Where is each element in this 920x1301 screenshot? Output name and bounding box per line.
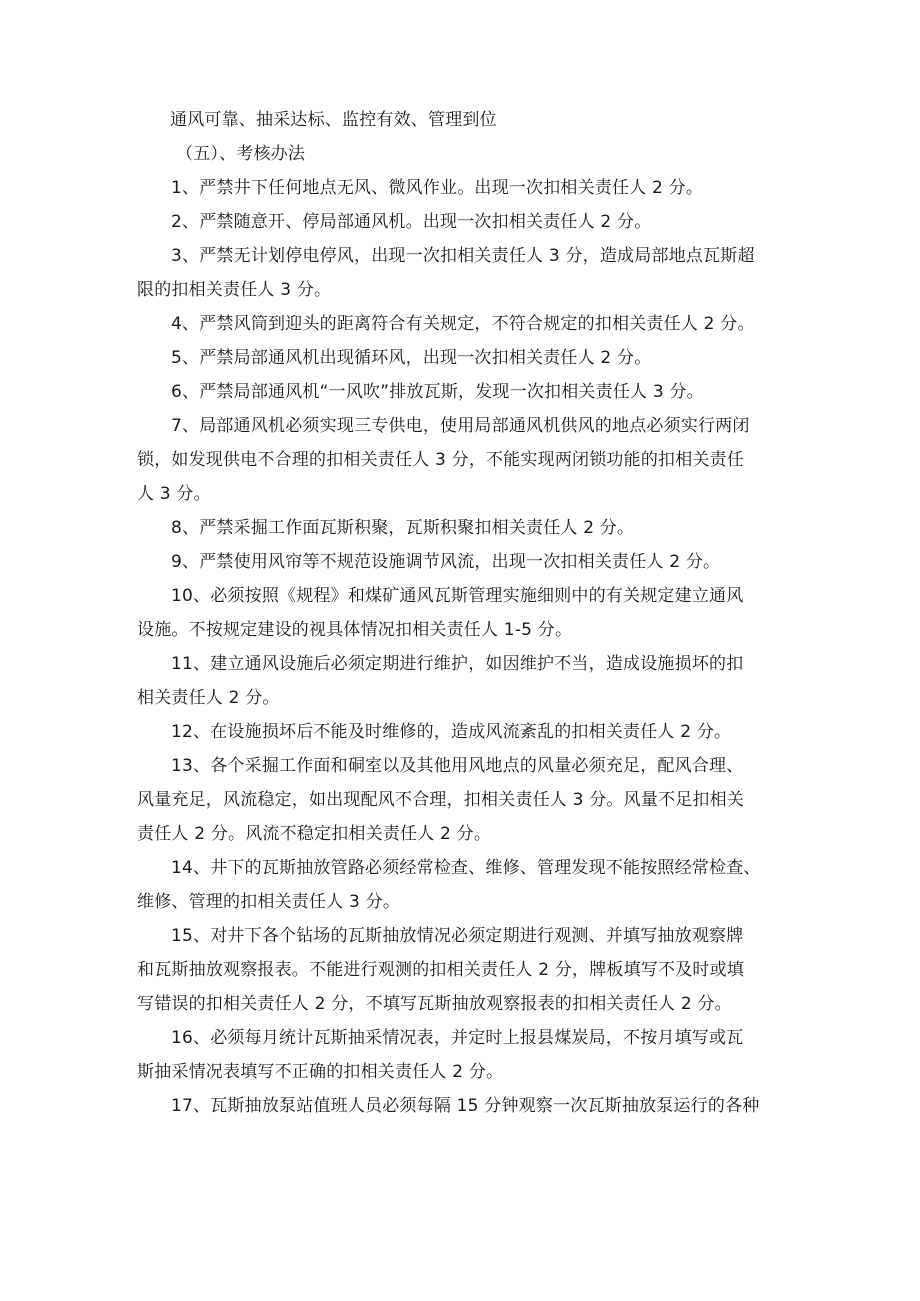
paragraph-line: 写错误的扣相关责任人 2 分，不填写瓦斯抽放观察报表的扣相关责任人 2 分。 [137,994,732,1014]
paragraph-line: 锁，如发现供电不合理的扣相关责任人 3 分，不能实现两闭锁功能的扣相关责任 [137,450,745,470]
paragraph-line: 2、严禁随意开、停局部通风机。出现一次扣相关责任人 2 分。 [171,212,652,232]
paragraph-line: 16、必须每月统计瓦斯抽采情况表，并定时上报县煤炭局，不按月填写或瓦 [171,1028,744,1048]
list-item [137,579,799,647]
paragraph-line: 6、严禁局部通风机“一风吹”排放瓦斯，发现一次扣相关责任人 3 分。 [171,382,704,402]
list-item [137,171,799,205]
paragraph-line: 相关责任人 2 分。 [137,688,280,708]
list-item [137,647,799,715]
paragraph-line: 17、瓦斯抽放泵站值班人员必须每隔 15 分钟观察一次瓦斯抽放泵运行的各种 [171,1096,760,1116]
paragraph-line: 风量充足，风流稳定，如出现配风不合理，扣相关责任人 3 分。风量不足扣相关 [137,790,745,810]
paragraph-line: 12、在设施损坏后不能及时维修的，造成风流紊乱的扣相关责任人 2 分。 [171,722,732,742]
list-item [137,205,799,239]
list-item [137,409,799,511]
paragraph-line: 10、必须按照《规程》和煤矿通风瓦斯管理实施细则中的有关规定建立通风 [171,586,744,606]
paragraph-line: 13、各个采掘工作面和硐室以及其他用风地点的风量必须充足，配风合理、 [171,756,744,776]
paragraph-line: 4、严禁风筒到迎头的距离符合有关规定，不符合规定的扣相关责任人 2 分。 [171,314,755,334]
paragraph-line: 斯抽采情况表填写不正确的扣相关责任人 2 分。 [137,1062,504,1082]
paragraph-line: 15、对井下各个钻场的瓦斯抽放情况必须定期进行观测、并填写抽放观察牌 [171,926,744,946]
paragraph-line: 14、井下的瓦斯抽放管路必须经常检查、维修、管理发现不能按照经常检查、 [171,858,761,878]
document-heading: 通风可靠、抽采达标、监控有效、管理到位 [170,110,497,130]
paragraph-line: 人 3 分。 [137,484,211,504]
list-item [137,919,799,1021]
section-title: （五）、考核办法 [176,144,306,164]
list-item [137,511,799,545]
paragraph-line: 7、局部通风机必须实现三专供电，使用局部通风机供风的地点必须实行两闭 [171,416,750,436]
list-item [137,851,799,919]
paragraph-line: 8、严禁采掘工作面瓦斯积聚，瓦斯积聚扣相关责任人 2 分。 [171,518,635,538]
paragraph-line: 11、建立通风设施后必须定期进行维护，如因维护不当，造成设施损坏的扣 [171,654,744,674]
list-item [137,239,799,307]
list-item [137,341,799,375]
paragraph-list [137,171,799,1123]
document-body [137,103,799,1123]
list-item [137,1021,799,1089]
list-item [137,715,799,749]
list-item [137,749,799,851]
paragraph-line: 5、严禁局部通风机出现循环风，出现一次扣相关责任人 2 分。 [171,348,652,368]
list-item [137,307,799,341]
paragraph-line: 1、严禁井下任何地点无风、微风作业。出现一次扣相关责任人 2 分。 [171,178,704,198]
list-item [137,375,799,409]
list-item [137,1089,799,1123]
paragraph-line: 9、严禁使用风帘等不规范设施调节风流，出现一次扣相关责任人 2 分。 [171,552,721,572]
paragraph-line: 3、严禁无计划停电停风，出现一次扣相关责任人 3 分，造成局部地点瓦斯超 [171,246,755,266]
paragraph-line: 和瓦斯抽放观察报表。不能进行观测的扣相关责任人 2 分，牌板填写不及时或填 [137,960,745,980]
paragraph-line: 设施。不按规定建设的视具体情况扣相关责任人 1-5 分。 [137,620,573,640]
paragraph-line: 责任人 2 分。风流不稳定扣相关责任人 2 分。 [137,824,492,844]
paragraph-line: 限的扣相关责任人 3 分。 [137,280,332,300]
list-item [137,545,799,579]
paragraph-line: 维修、管理的扣相关责任人 3 分。 [137,892,401,912]
